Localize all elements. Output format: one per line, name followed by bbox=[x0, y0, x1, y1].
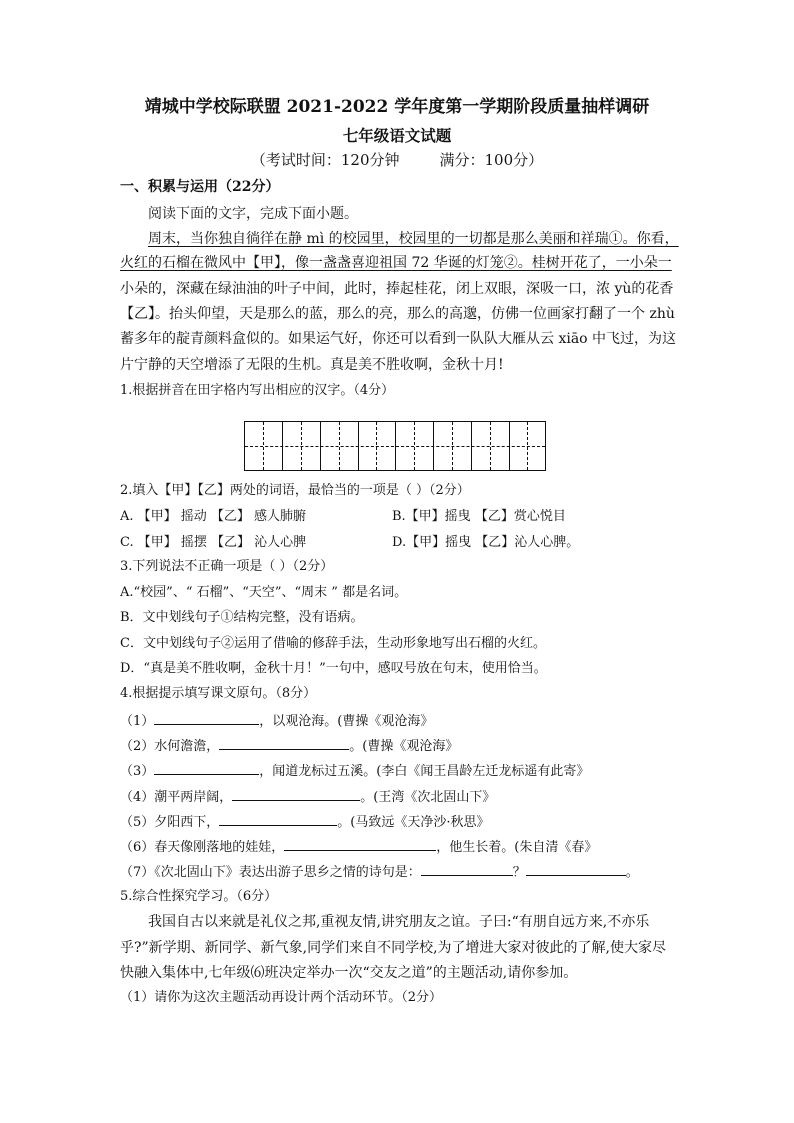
question-2-option-b[interactable]: B.【甲】摇曳 【乙】赏心悦目 bbox=[392, 509, 566, 524]
item-suffix: 。(王湾《次北固山下》 bbox=[360, 790, 496, 805]
passage-text: 周末，当你独自徜徉在静 mì 的校园里，校园里的一切都是那么美丽和祥瑞①。你看， bbox=[148, 231, 679, 247]
answer-blank[interactable] bbox=[154, 760, 259, 775]
answer-blank[interactable] bbox=[526, 861, 626, 876]
item-separator: ？ bbox=[512, 865, 526, 880]
q5-paragraph-line: 我国自古以来就是礼仪之邦,重视友情,讲究朋友之谊。子曰:“有朋自远方来,不亦乐 bbox=[148, 914, 650, 930]
answer-blank[interactable] bbox=[232, 786, 360, 801]
question-2-option-d[interactable]: D.【甲】摇曳 【乙】沁人心脾。 bbox=[392, 535, 580, 550]
question-5-stem: 5.综合性探究学习。（6分） bbox=[120, 889, 278, 904]
question-2-option-c[interactable]: C. 【甲】 摇摆 【乙】 沁人心脾 bbox=[120, 535, 307, 550]
grid-divider bbox=[395, 422, 396, 470]
q4-item-4 bbox=[120, 786, 495, 808]
answer-blank[interactable] bbox=[154, 710, 259, 725]
grid-dashed bbox=[452, 422, 453, 470]
grid-dashed bbox=[263, 422, 264, 470]
answer-blank[interactable] bbox=[421, 861, 513, 876]
section-heading: 一、积累与运用（22分） bbox=[120, 179, 280, 195]
passage-intro: 阅读下面的文字，完成下面小题。 bbox=[148, 206, 358, 222]
question-3-stem: 3.下列说法不正确一项是（ ）（2分） bbox=[120, 559, 334, 574]
passage-line: 蓄多年的靛青颜料盒似的。如果运气好，你还可以看到一队队大雁从云 xiāo 中飞过，为这 bbox=[120, 331, 677, 347]
item-prefix: （5）夕阳西下， bbox=[120, 815, 220, 830]
q5-subquestion-1: （1）请你为这次主题活动再设计两个活动环节。（2分） bbox=[120, 990, 443, 1005]
grid-dashed bbox=[414, 422, 415, 470]
item-prefix: （2）水何澹澹， bbox=[120, 739, 220, 754]
passage-line bbox=[120, 253, 672, 273]
item-suffix: ，他生长着。(朱自清《春》 bbox=[436, 840, 598, 855]
q4-item-5 bbox=[120, 811, 490, 833]
item-prefix: （3） bbox=[120, 764, 155, 779]
grid-dashed bbox=[490, 422, 491, 470]
question-3-option-a[interactable]: A.“校园”、“ 石榴”、“天空”、“周末 ” 都是名词。 bbox=[120, 585, 408, 600]
question-2-stem: 2.填入【甲】【乙】两处的词语，最恰当的一项是（ ）（2分） bbox=[120, 483, 470, 498]
grid-dashed bbox=[527, 422, 528, 470]
passage-line: 片宁静的天空增添了无限的生机。真是美不胜收啊，金秋十月! bbox=[120, 357, 504, 373]
passage-line bbox=[148, 229, 679, 249]
q4-item-2 bbox=[120, 735, 458, 757]
q4-item-6 bbox=[120, 836, 597, 858]
grid-dashed bbox=[339, 422, 340, 470]
answer-blank[interactable] bbox=[219, 735, 349, 750]
item-suffix: ，以观沧海。(曹操《观沧海》 bbox=[259, 714, 434, 729]
character-grid[interactable] bbox=[244, 421, 546, 471]
exam-info bbox=[0, 150, 794, 170]
item-prefix: （1） bbox=[120, 714, 155, 729]
exam-title: 靖城中学校际联盟 2021-2022 学年度第一学期阶段质量抽样调研 bbox=[144, 97, 650, 117]
exam-score: 满分：100分） bbox=[439, 151, 544, 169]
grid-dashed bbox=[301, 422, 302, 470]
question-3-option-d[interactable]: D．“真是美不胜收啊，金秋十月！”一句中，感叹号放在句末，使用恰当。 bbox=[120, 661, 547, 676]
grid-divider bbox=[509, 422, 510, 470]
passage-text: 火红的石榴在微风中【甲】，像一盏盏喜迎祖国 72 华诞的灯笼②。桂树开花了，一小朵一 bbox=[120, 255, 672, 271]
item-suffix: 。 bbox=[625, 865, 639, 880]
question-3-option-c[interactable]: C．文中划线句子②运用了借喻的修辞手法，生动形象地写出石榴的火红。 bbox=[120, 636, 546, 651]
item-prefix: （6）春天像刚落地的娃娃， bbox=[120, 840, 285, 855]
item-suffix: 。(马致远《天净沙·秋思》 bbox=[337, 815, 490, 830]
grid-divider bbox=[433, 422, 434, 470]
question-3-option-b[interactable]: B．文中划线句子①结构完整，没有语病。 bbox=[120, 610, 364, 625]
grid-divider bbox=[282, 422, 283, 470]
item-suffix: ，闻道龙标过五溪。(李白《闻王昌龄左迁龙标遥有此寄》 bbox=[259, 764, 590, 779]
q5-paragraph-line: 乎?”新学期、新同学、新气象,同学们来自不同学校,为了增进大家对彼此的了解,使大家尽 bbox=[120, 940, 667, 956]
answer-blank[interactable] bbox=[284, 836, 436, 851]
item-prefix: （7）《次北固山下》表达出游子思乡之情的诗句是： bbox=[120, 865, 421, 880]
item-prefix: （4）潮平两岸阔， bbox=[120, 790, 233, 805]
grid-divider bbox=[358, 422, 359, 470]
question-2-option-a[interactable]: A. 【甲】 摇动 【乙】 感人肺腑 bbox=[120, 509, 307, 524]
passage-line: 【乙】。抬头仰望，天是那么的蓝，那么的亮，那么的高邈，仿佛一位画家打翻了一个 zhù bbox=[120, 306, 675, 322]
question-4-stem: 4.根据提示填写课文原句。（8分） bbox=[120, 686, 317, 701]
grid-divider bbox=[320, 422, 321, 470]
grid-divider bbox=[471, 422, 472, 470]
q5-paragraph-line: 快融入集体中,七年级⑹班决定举办一次“交友之道”的主题活动,请你参加。 bbox=[120, 965, 578, 981]
q4-item-7 bbox=[120, 861, 639, 883]
item-suffix: 。(曹操《观沧海》 bbox=[349, 739, 459, 754]
question-1-stem: 1.根据拼音在田字格内写出相应的汉字。（4分） bbox=[120, 383, 395, 398]
passage-line: 小朵的，深藏在绿油油的叶子中间，此时，捧起桂花，闭上双眼，深吸一口，浓 yù的花香 bbox=[120, 281, 674, 297]
q4-item-3 bbox=[120, 760, 589, 782]
q4-item-1 bbox=[120, 710, 433, 732]
grid-dashed bbox=[376, 422, 377, 470]
exam-subtitle: 七年级语文试题 bbox=[342, 126, 452, 145]
exam-time: （考试时间：120分钟 bbox=[250, 151, 400, 169]
answer-blank[interactable] bbox=[219, 811, 337, 826]
